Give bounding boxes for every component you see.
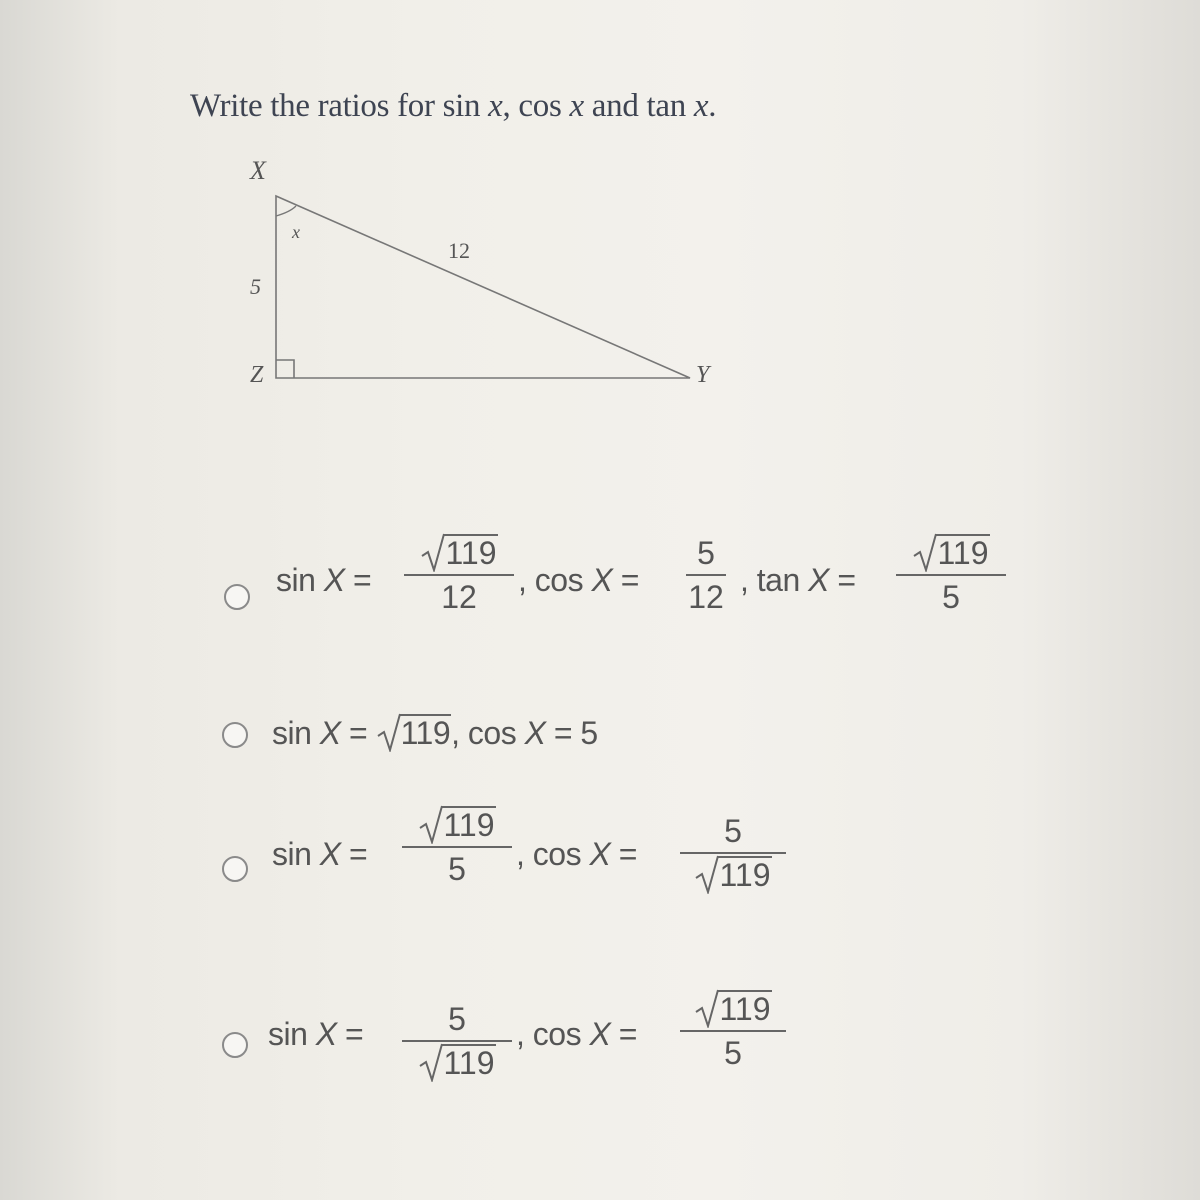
radicand: 119 <box>719 991 771 1027</box>
equals-sign: = <box>349 715 368 751</box>
cos-label: cos <box>532 1016 582 1052</box>
question-text <box>190 88 716 125</box>
sqrt-symbol <box>418 806 495 844</box>
cos-label: cos <box>534 562 584 598</box>
sin-expression <box>276 562 371 599</box>
variable-x: X <box>524 715 546 751</box>
cos-numerator: 5 <box>724 813 742 849</box>
variable-x: X <box>315 1016 337 1052</box>
vertex-label-y: Y <box>696 362 710 388</box>
radio-button-choice-1[interactable] <box>224 584 250 610</box>
cos-denominator <box>680 856 786 894</box>
separator-comma: , <box>451 715 460 751</box>
answer-choice-4[interactable] <box>0 990 1200 1100</box>
fraction-bar <box>402 846 512 848</box>
radical-sign <box>912 532 938 572</box>
variable-x: X <box>591 562 613 598</box>
variable-x: X <box>323 562 345 598</box>
cos-expression <box>516 1016 637 1053</box>
side-label-xy: 12 <box>448 238 470 263</box>
sqrt-symbol <box>694 990 771 1028</box>
sin-denominator: 5 <box>448 851 466 887</box>
fraction-bar <box>896 574 1006 576</box>
sin-fraction <box>402 806 512 888</box>
cos-value: 5 <box>580 715 598 751</box>
fraction-bar <box>404 574 514 576</box>
cos-expression <box>518 562 639 599</box>
separator-comma: , <box>516 1016 525 1052</box>
radical-sign <box>420 532 446 572</box>
cos-fraction <box>680 812 786 894</box>
sqrt-symbol <box>912 534 989 572</box>
right-angle-marker <box>276 360 294 378</box>
cos-numerator: 5 <box>697 535 715 571</box>
radicand: 119 <box>937 535 989 571</box>
cos-label: cos <box>467 715 517 751</box>
question-mid-2: and tan <box>583 88 694 124</box>
question-suffix: . <box>708 88 717 124</box>
radicand: 119 <box>443 807 495 843</box>
variable-x: X <box>319 836 341 872</box>
cos-denominator: 12 <box>688 579 724 615</box>
sin-denominator: 12 <box>441 579 477 615</box>
tan-label: tan <box>756 562 800 598</box>
answer-choice-3[interactable] <box>0 800 1200 910</box>
tan-denominator: 5 <box>942 579 960 615</box>
sqrt-symbol <box>418 1044 495 1082</box>
radicand: 119 <box>400 715 451 751</box>
fraction-bar <box>686 574 726 576</box>
radio-button-choice-4[interactable] <box>222 1032 248 1058</box>
radicand: 119 <box>445 535 497 571</box>
cos-fraction <box>686 534 726 616</box>
equals-sign: = <box>618 1016 637 1052</box>
answer-choice-1[interactable] <box>0 530 1200 630</box>
sin-expression <box>272 836 367 873</box>
angle-arc <box>276 206 296 216</box>
sqrt-symbol <box>420 534 497 572</box>
question-mid-1: , cos <box>502 88 570 124</box>
variable-x: X <box>589 836 611 872</box>
radical-sign <box>418 1042 444 1082</box>
question-var-3: x <box>693 88 709 124</box>
sin-label: sin <box>276 562 316 598</box>
sin-label: sin <box>268 1016 308 1052</box>
equals-sign: = <box>837 562 856 598</box>
equals-sign: = <box>618 836 637 872</box>
tan-expression <box>740 562 856 599</box>
sin-label: sin <box>272 836 312 872</box>
angle-label: x <box>292 222 300 242</box>
side-label-xz: 5 <box>250 274 261 299</box>
radio-button-choice-2[interactable] <box>222 722 248 748</box>
equals-sign: = <box>353 562 372 598</box>
question-prefix: Write the ratios for sin <box>190 88 489 124</box>
vertex-label-x: X <box>250 156 266 185</box>
radicand: 119 <box>719 857 771 893</box>
sin-expression <box>268 1016 363 1053</box>
cos-fraction <box>680 990 786 1072</box>
question-var-2: x <box>569 88 584 124</box>
radical-sign <box>694 988 720 1028</box>
cos-label: cos <box>532 836 582 872</box>
tan-numerator <box>896 534 1006 572</box>
variable-x: X <box>319 715 341 751</box>
cos-expression <box>516 836 637 873</box>
sin-numerator <box>404 534 514 572</box>
variable-x: X <box>589 1016 611 1052</box>
sqrt-symbol <box>694 856 771 894</box>
answer-choice-2[interactable] <box>0 700 1200 770</box>
separator-comma: , <box>740 562 749 598</box>
variable-x: X <box>808 562 829 598</box>
equals-sign: = <box>349 836 368 872</box>
radio-button-choice-3[interactable] <box>222 856 248 882</box>
equals-sign: = <box>620 562 639 598</box>
sin-numerator: 5 <box>448 1001 466 1037</box>
fraction-bar <box>680 1030 786 1032</box>
vertex-label-z: Z <box>250 362 264 388</box>
triangle-figure <box>230 150 750 400</box>
radical-sign <box>376 712 402 752</box>
equals-sign: = <box>345 1016 364 1052</box>
sqrt-symbol <box>376 714 452 752</box>
separator-comma: , <box>516 836 525 872</box>
question-var-1: x <box>488 88 503 124</box>
radical-sign <box>694 854 720 894</box>
sin-fraction <box>404 534 514 616</box>
equals-sign: = <box>553 715 573 751</box>
tan-fraction <box>896 534 1006 616</box>
choice-2-expression <box>272 714 598 752</box>
sin-numerator <box>402 806 512 844</box>
triangle-xyz <box>276 196 690 378</box>
sin-denominator <box>402 1044 512 1082</box>
cos-denominator: 5 <box>724 1035 742 1071</box>
sin-fraction <box>402 1000 512 1082</box>
triangle-diagram <box>230 150 750 400</box>
radicand: 119 <box>443 1045 495 1081</box>
sin-label: sin <box>272 715 312 751</box>
radical-sign <box>418 804 444 844</box>
separator-comma: , <box>518 562 527 598</box>
cos-numerator <box>680 990 786 1028</box>
